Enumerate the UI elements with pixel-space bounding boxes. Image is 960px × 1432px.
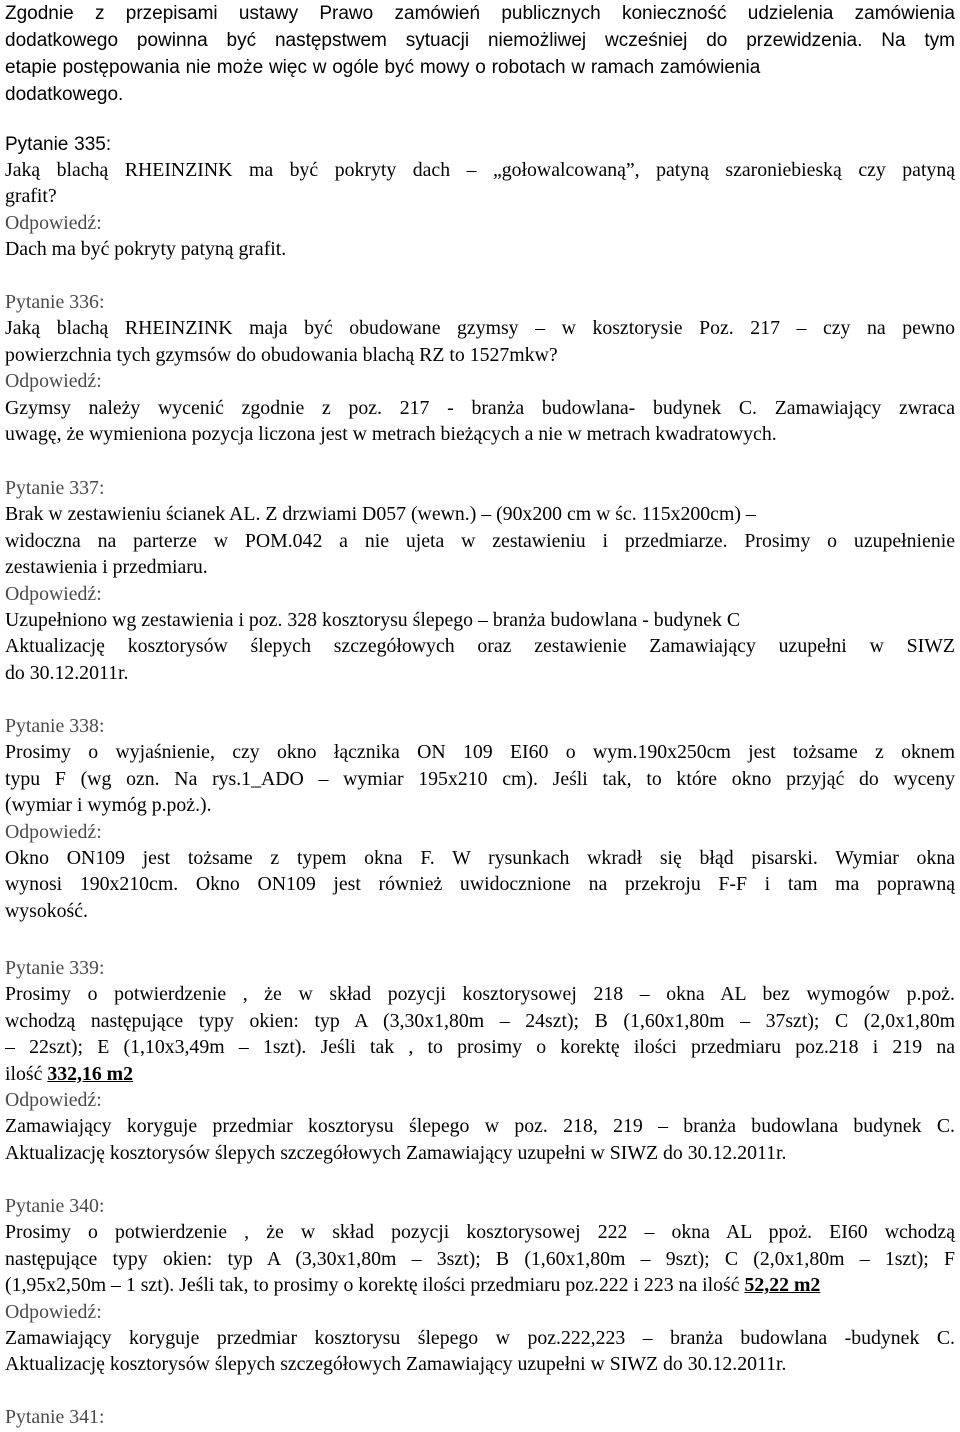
answer-text: Aktualizację kosztorysów ślepych szczegółowych Zamawiający uzupełni w SIWZ do 30.12.2011r.: [5, 1353, 787, 1376]
question-text: [5, 1272, 955, 1298]
answer-label: Odpowiedź:: [5, 1089, 102, 1112]
answer-text: Dach ma być pokryty patyną grafit.: [5, 238, 287, 261]
intro-line: dodatkowego powinna być następstwem sytuacji niemożliwej wcześniej do przewidzenia. Na tym: [5, 30, 955, 51]
question-text: [5, 1061, 955, 1087]
answer-label: Odpowiedź:: [5, 582, 102, 605]
question-text-prefix: ilość: [5, 1062, 48, 1085]
question-title: Pytanie 337:: [5, 477, 105, 499]
question-title: Pytanie 338:: [5, 715, 105, 737]
answer-text: Uzupełniono wg zestawienia i poz. 328 kosztorysu ślepego – branża budowlana - budynek C: [5, 609, 741, 632]
question-text: Jaką blachą RHEINZINK ma być pokryty dach – „gołowalcowaną”, patyną szaroniebieską czy patyną: [5, 159, 955, 181]
intro-line: etapie postępowania nie może więc w ogóle być mowy o robotach w ramach zamówienia: [5, 57, 761, 78]
question-title: Pytanie 335:: [5, 134, 112, 155]
question-text: (wymiar i wymóg p.poż.).: [5, 794, 212, 817]
question-339: [5, 955, 955, 1166]
answer-text: Aktualizację kosztorysów ślepych szczegółowych oraz zestawienie Zamawiający uzupełni w SIWZ: [5, 635, 955, 658]
quantity-value: 332,16 m2: [47, 1062, 134, 1085]
answer-label: Odpowiedź:: [5, 820, 102, 843]
question-text: Prosimy o potwierdzenie , że w skład pozycji kosztorysowej 222 – okna AL ppoż. EI60 wchodzą: [5, 1221, 955, 1244]
answer-text: wysokość.: [5, 899, 88, 922]
question-text: grafit?: [5, 185, 57, 208]
question-text: Brak w zestawieniu ścianek AL. Z drzwiami D057 (wewn.) – (90x200 cm w śc. 115x200cm) –: [5, 503, 756, 526]
intro-paragraph: [5, 0, 955, 108]
intro-line: Zgodnie z przepisami ustawy Prawo zamówień publicznych konieczność udzielenia zamówienia: [5, 3, 955, 24]
question-337: [5, 475, 955, 686]
q335-body: [5, 157, 955, 263]
question-title: Pytanie 336:: [5, 291, 105, 313]
answer-text: do 30.12.2011r.: [5, 661, 129, 684]
question-336: [5, 289, 955, 447]
question-340: [5, 1193, 955, 1378]
quantity-value: 52,22 m2: [744, 1274, 821, 1297]
question-text: następujące typy okien: typ A (3,30x1,80m – 3szt); B (1,60x1,80m – 9szt); C (2,0x1,80m – 1szt); F: [5, 1247, 955, 1270]
question-text: – 22szt); E (1,10x3,49m – 1szt). Jeśli tak , to prosimy o korektę ilości przedmiaru poz.218 i 219 na: [5, 1036, 955, 1059]
answer-text: Okno ON109 jest tożsame z typem okna F. W rysunkach wkradł się błąd pisarski. Wymiar okna: [5, 847, 955, 870]
answer-text: uwagę, że wymieniona pozycja liczona jest w metrach bieżących a nie w metrach kwadratowych.: [5, 423, 777, 446]
answer-text: wynosi 190x210cm. Okno ON109 jest również uwidocznione na przekroju F-F i tam ma poprawną: [5, 873, 955, 896]
question-title: Pytanie 341:: [5, 1406, 105, 1428]
question-text: wchodzą następujące typy okien: typ A (3,30x1,80m – 24szt); B (1,60x1,80m – 37szt); C (2,0x1,80m: [5, 1009, 955, 1032]
question-text: zestawienia i przedmiaru.: [5, 556, 208, 579]
question-text: typu F (wg ozn. Na rys.1_ADO – wymiar 195x210 cm). Jeśli tak, to które okno przyjąć do wyceny: [5, 767, 955, 790]
answer-text: Zamawiający koryguje przedmiar kosztorysu ślepego w poz. 218, 219 – branża budowlana budynek C.: [5, 1115, 955, 1138]
question-text: Prosimy o potwierdzenie , że w skład pozycji kosztorysowej 218 – okna AL bez wymogów p.poż.: [5, 983, 955, 1006]
answer-label: Odpowiedź:: [5, 370, 102, 393]
question-338: [5, 713, 955, 924]
question-title: Pytanie 339:: [5, 957, 105, 979]
question-text: widoczna na parterze w POM.042 a nie ujeta w zestawieniu i przedmiarze. Prosimy o uzupełnienie: [5, 529, 955, 552]
question-text: powierzchnia tych gzymsów do obudowania blachą RZ to 1527mkw?: [5, 343, 558, 366]
question-341: [5, 1404, 955, 1430]
question-335: [5, 131, 955, 158]
answer-label: Odpowiedź:: [5, 1300, 102, 1323]
answer-text: Zamawiający koryguje przedmiar kosztorysu ślepego w poz.222,223 – branża budowlana -budynek C.: [5, 1327, 955, 1350]
answer-text: Aktualizację kosztorysów ślepych szczegółowych Zamawiający uzupełni w SIWZ do 30.12.2011r.: [5, 1141, 787, 1164]
answer-label: Odpowiedź:: [5, 211, 102, 234]
question-text-prefix: (1,95x2,50m – 1 szt). Jeśli tak, to prosimy o korektę ilości przedmiaru poz.222 i 223 na ilość: [5, 1274, 745, 1297]
intro-line: dodatkowego.: [5, 84, 124, 105]
question-text: Jaką blachą RHEINZINK maja być obudowane gzymsy – w kosztorysie Poz. 217 – czy na pewno: [5, 317, 955, 340]
answer-text: Gzymsy należy wycenić zgodnie z poz. 217 - branża budowlana- budynek C. Zamawiający zwraca: [5, 396, 955, 419]
question-title: Pytanie 340:: [5, 1195, 105, 1217]
question-text: Prosimy o wyjaśnienie, czy okno łącznika ON 109 EI60 o wym.190x250cm jest tożsame z oknem: [5, 741, 955, 764]
